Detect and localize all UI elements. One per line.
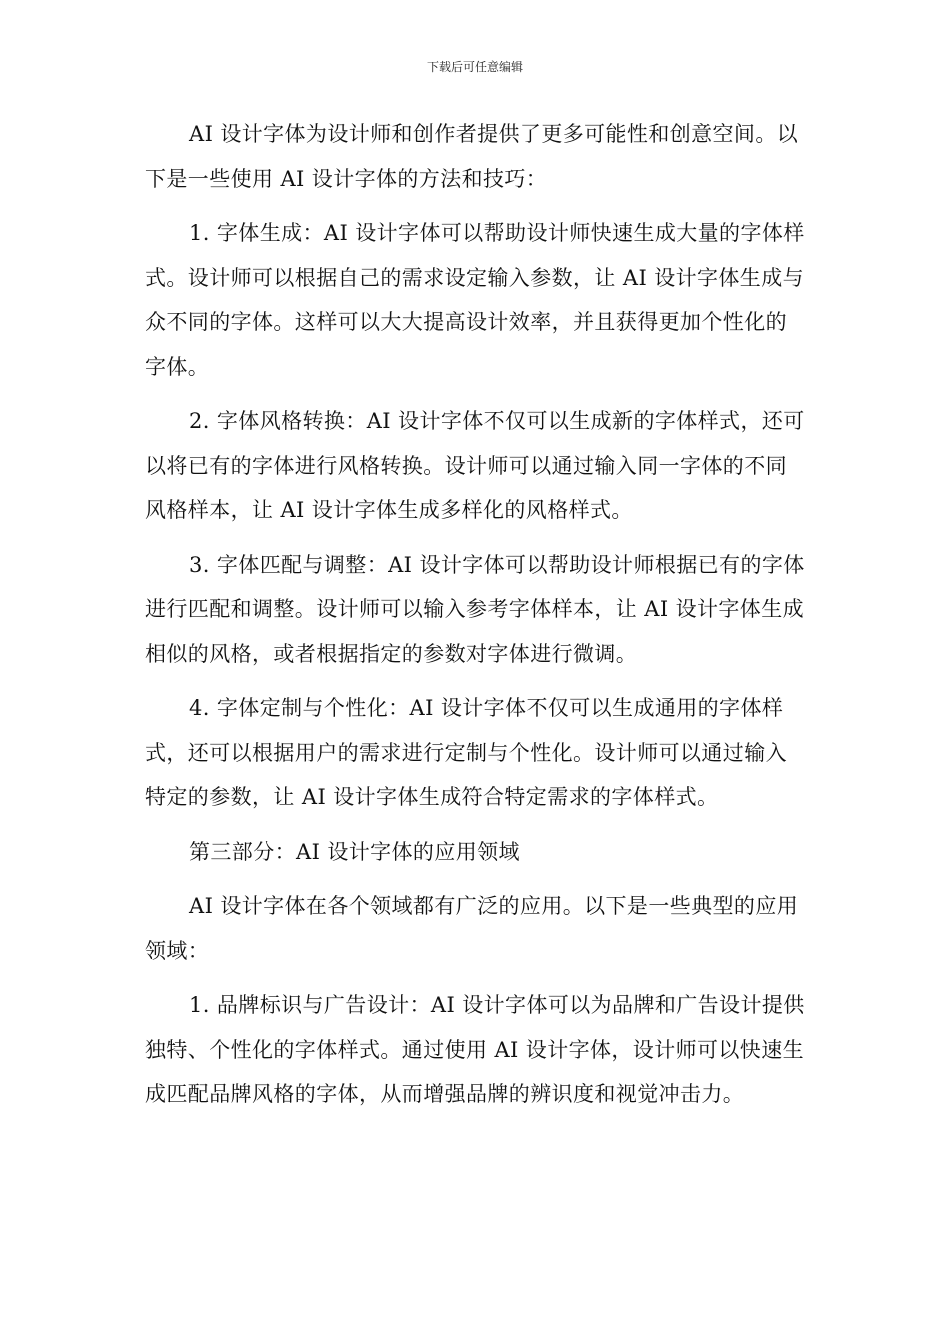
paragraph-font-matching: 3. 字体匹配与调整：AI 设计字体可以帮助设计师根据已有的字体进行匹配和调整。设计师可以输入参考字体样本，让 AI 设计字体生成相似的风格，或者根据指定的参数对字体进行微调。	[145, 552, 805, 666]
paragraph-brand-advertising: 1. 品牌标识与广告设计：AI 设计字体可以为品牌和广告设计提供独特、个性化的字体样式。通过使用 AI 设计字体，设计师可以快速生成匹配品牌风格的字体，从而增强品牌的辨识度和视觉冲击力。	[145, 993, 805, 1106]
paragraph-applications-intro: AI 设计字体在各个领域都有广泛的应用。以下是一些典型的应用领域：	[145, 894, 799, 963]
document-body	[145, 112, 805, 1127]
page-header-note: 下载后可任意编辑	[426, 60, 523, 74]
section-heading-part-three: 第三部分：AI 设计字体的应用领域	[189, 839, 520, 864]
paragraph-font-generation: 1. 字体生成：AI 设计字体可以帮助设计师快速生成大量的字体样式。设计师可以根据自己的需求设定输入参数，让 AI 设计字体生成与众不同的字体。这样可以大大提高设计效率，并且获得更加个性化的字体。	[145, 221, 805, 379]
paragraph-style-transfer: 2. 字体风格转换：AI 设计字体不仅可以生成新的字体样式，还可以将已有的字体进行风格转换。设计师可以通过输入同一字体的不同风格样本，让 AI 设计字体生成多样化的风格样式。	[145, 409, 805, 522]
paragraph-intro: AI 设计字体为设计师和创作者提供了更多可能性和创意空间。以下是一些使用 AI 设计字体的方法和技巧：	[145, 122, 799, 191]
paragraph-customization: 4. 字体定制与个性化：AI 设计字体不仅可以生成通用的字体样式，还可以根据用户的需求进行定制与个性化。设计师可以通过输入特定的参数，让 AI 设计字体生成符合特定需求的字体样式。	[145, 696, 787, 809]
